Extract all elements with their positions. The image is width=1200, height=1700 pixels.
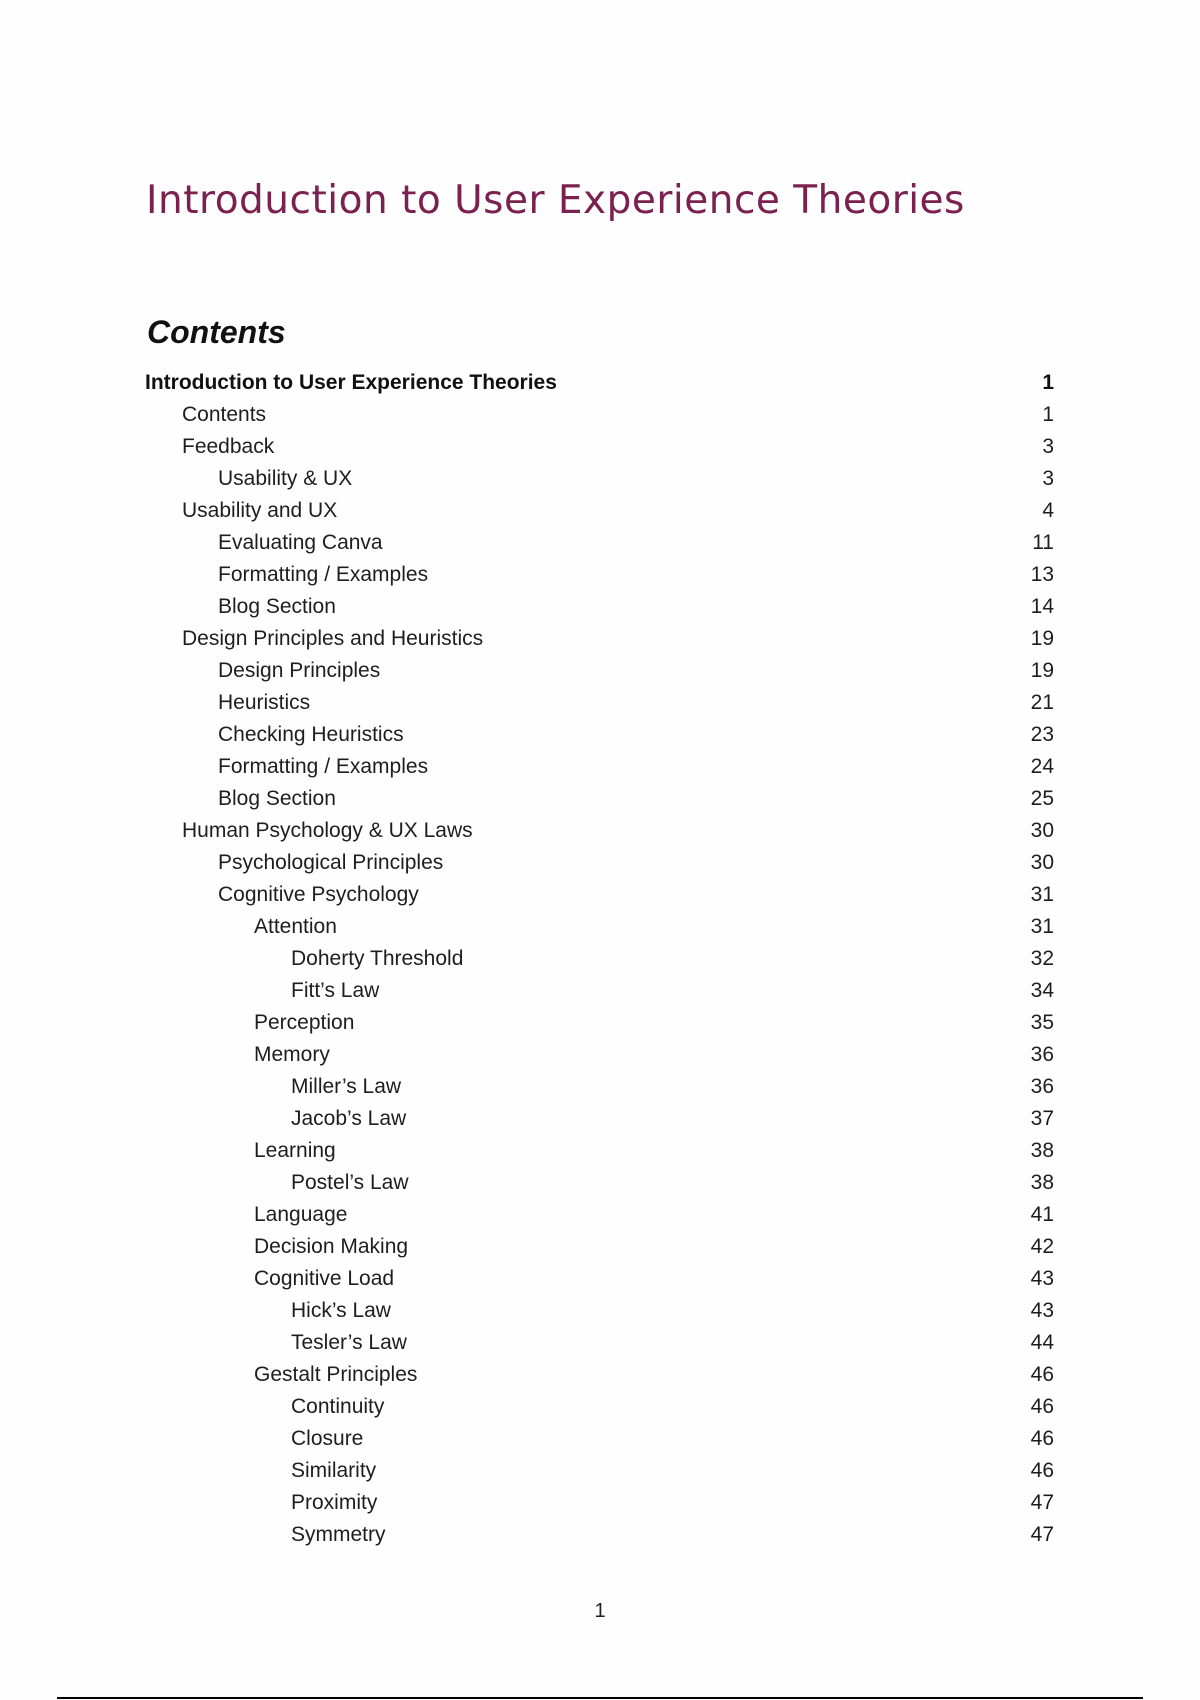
toc-entry[interactable] xyxy=(0,1135,1200,1167)
toc-entry-title[interactable]: Doherty Threshold xyxy=(291,947,464,970)
toc-entry-page-number[interactable]: 3 xyxy=(1042,435,1054,458)
page-bottom-rule xyxy=(57,1697,1143,1699)
toc-entry-page-number[interactable]: 43 xyxy=(1030,1299,1054,1322)
toc-entry-page-number[interactable]: 42 xyxy=(1030,1235,1054,1258)
toc-entry-title[interactable]: Blog Section xyxy=(218,595,336,618)
toc-entry[interactable] xyxy=(0,1167,1200,1199)
toc-entry[interactable] xyxy=(0,687,1200,719)
toc-entry-page-number[interactable]: 21 xyxy=(1030,691,1054,714)
toc-entry[interactable] xyxy=(0,559,1200,591)
toc-entry[interactable] xyxy=(0,1295,1200,1327)
toc-entry-page-number[interactable]: 46 xyxy=(1030,1459,1054,1482)
toc-entry-title[interactable]: Formatting / Examples xyxy=(218,755,429,778)
toc-entry[interactable] xyxy=(0,431,1200,463)
toc-entry-title[interactable]: Learning xyxy=(254,1139,336,1162)
toc-entry-page-number[interactable]: 38 xyxy=(1030,1139,1054,1162)
toc-entry-page-number[interactable]: 35 xyxy=(1030,1011,1054,1034)
toc-entry-title[interactable]: Proximity xyxy=(291,1491,378,1514)
toc-entry-title[interactable]: Cognitive Load xyxy=(254,1267,395,1290)
toc-entry-page-number[interactable]: 3 xyxy=(1042,467,1054,490)
toc-entry[interactable] xyxy=(0,1039,1200,1071)
toc-entry[interactable] xyxy=(0,1455,1200,1487)
toc-entry-title[interactable]: Jacob’s Law xyxy=(291,1107,407,1130)
toc-entry-page-number[interactable]: 25 xyxy=(1030,787,1054,810)
toc-entry[interactable] xyxy=(0,1327,1200,1359)
toc-entry-title[interactable]: Feedback xyxy=(182,435,275,458)
toc-entry-title[interactable]: Hick’s Law xyxy=(291,1299,391,1322)
toc-entry-title[interactable]: Blog Section xyxy=(218,787,336,810)
toc-entry-page-number[interactable]: 30 xyxy=(1030,851,1054,874)
toc-entry-page-number[interactable]: 47 xyxy=(1030,1491,1054,1514)
toc-entry-title[interactable]: Usability and UX xyxy=(182,499,338,522)
toc-entry-page-number[interactable]: 13 xyxy=(1030,563,1054,586)
toc-entry-page-number[interactable]: 30 xyxy=(1030,819,1054,842)
toc-entry[interactable] xyxy=(0,367,1200,399)
toc-entry[interactable] xyxy=(0,1263,1200,1295)
toc-entry-title[interactable]: Miller’s Law xyxy=(291,1075,402,1098)
toc-entry-page-number[interactable]: 47 xyxy=(1030,1523,1054,1546)
toc-entry-page-number[interactable]: 41 xyxy=(1030,1203,1054,1226)
toc-entry[interactable] xyxy=(0,1103,1200,1135)
toc-entry-page-number[interactable]: 4 xyxy=(1042,499,1054,522)
toc-entry[interactable] xyxy=(0,527,1200,559)
toc-entry-page-number[interactable]: 23 xyxy=(1030,723,1054,746)
toc-entry-title[interactable]: Evaluating Canva xyxy=(218,531,383,554)
toc-entry[interactable] xyxy=(0,943,1200,975)
toc-entry[interactable] xyxy=(0,1487,1200,1519)
toc-entry[interactable] xyxy=(0,1359,1200,1391)
toc-entry-page-number[interactable]: 46 xyxy=(1030,1363,1054,1386)
toc-entry-title[interactable]: Heuristics xyxy=(218,691,311,714)
toc-entry-title[interactable]: Decision Making xyxy=(254,1235,409,1258)
toc-entry[interactable] xyxy=(0,815,1200,847)
toc-entry-title[interactable]: Introduction to User Experience Theories xyxy=(145,371,557,394)
toc-entry-page-number[interactable]: 31 xyxy=(1030,915,1054,938)
toc-entry[interactable] xyxy=(0,847,1200,879)
toc-entry-page-number[interactable]: 44 xyxy=(1030,1331,1054,1354)
toc-entry-page-number[interactable]: 32 xyxy=(1030,947,1054,970)
toc-entry-page-number[interactable]: 24 xyxy=(1030,755,1054,778)
toc-entry[interactable] xyxy=(0,1199,1200,1231)
toc-entry[interactable] xyxy=(0,399,1200,431)
toc-entry[interactable] xyxy=(0,1519,1200,1551)
toc-entry[interactable] xyxy=(0,463,1200,495)
toc-entry-title[interactable]: Checking Heuristics xyxy=(218,723,404,746)
page-number: 1 xyxy=(594,1600,606,1622)
toc-entry-page-number[interactable]: 11 xyxy=(1032,531,1054,554)
toc-entry-page-number[interactable]: 14 xyxy=(1030,595,1054,618)
toc-entry[interactable] xyxy=(0,751,1200,783)
toc-entry[interactable] xyxy=(0,1071,1200,1103)
toc-entry-title[interactable]: Postel’s Law xyxy=(291,1171,409,1194)
toc-entry-page-number[interactable]: 19 xyxy=(1030,659,1054,682)
toc-entry[interactable] xyxy=(0,911,1200,943)
toc-entry-title[interactable]: Cognitive Psychology xyxy=(218,883,419,906)
toc-entry[interactable] xyxy=(0,1391,1200,1423)
toc-entry-title[interactable]: Formatting / Examples xyxy=(218,563,429,586)
toc-entry[interactable] xyxy=(0,623,1200,655)
toc-entry-title[interactable]: Closure xyxy=(291,1427,364,1450)
toc-entry-title[interactable]: Attention xyxy=(254,915,337,938)
toc-entry-title[interactable]: Language xyxy=(254,1203,348,1226)
toc-entry-title[interactable]: Design Principles xyxy=(218,659,381,682)
toc-entry[interactable] xyxy=(0,1423,1200,1455)
toc-entry-page-number[interactable]: 1 xyxy=(1042,403,1054,426)
toc-entry[interactable] xyxy=(0,719,1200,751)
toc-entry[interactable] xyxy=(0,495,1200,527)
toc-entry-title[interactable]: Memory xyxy=(254,1043,330,1066)
document-title: Introduction to User Experience Theories xyxy=(146,178,965,223)
toc-entry-title[interactable]: Usability & UX xyxy=(218,467,353,490)
toc-entry-title[interactable]: Similarity xyxy=(291,1459,377,1482)
toc-entry-title[interactable]: Perception xyxy=(254,1011,355,1034)
toc-entry-title[interactable]: Fitt’s Law xyxy=(291,979,380,1002)
toc-entry[interactable] xyxy=(0,783,1200,815)
toc-entry-title[interactable]: Psychological Principles xyxy=(218,851,444,874)
contents-heading: Contents xyxy=(147,314,286,350)
toc-entry[interactable] xyxy=(0,1007,1200,1039)
toc-entry[interactable] xyxy=(0,879,1200,911)
toc-entry-page-number[interactable]: 43 xyxy=(1030,1267,1054,1290)
toc-entry-page-number[interactable]: 36 xyxy=(1030,1043,1054,1066)
toc-entry[interactable] xyxy=(0,591,1200,623)
toc-entry[interactable] xyxy=(0,1231,1200,1263)
toc-entry-page-number[interactable]: 37 xyxy=(1030,1107,1054,1130)
toc-entry-title[interactable]: Contents xyxy=(182,403,267,426)
toc-entry-page-number[interactable]: 36 xyxy=(1030,1075,1054,1098)
toc-entry[interactable] xyxy=(0,975,1200,1007)
toc-entry-page-number[interactable]: 1 xyxy=(1042,371,1054,394)
toc-entry-title[interactable]: Continuity xyxy=(291,1395,385,1418)
toc-entry-title[interactable]: Design Principles and Heuristics xyxy=(182,627,484,650)
toc-entry-page-number[interactable]: 46 xyxy=(1030,1427,1054,1450)
toc-entry-page-number[interactable]: 31 xyxy=(1030,883,1054,906)
toc-entry-title[interactable]: Human Psychology & UX Laws xyxy=(182,819,473,842)
toc-entry-title[interactable]: Gestalt Principles xyxy=(254,1363,418,1386)
toc-entry[interactable] xyxy=(0,655,1200,687)
toc-entry-page-number[interactable]: 46 xyxy=(1030,1395,1054,1418)
table-of-contents xyxy=(0,367,1200,1551)
toc-entry-title[interactable]: Tesler’s Law xyxy=(291,1331,407,1354)
toc-entry-page-number[interactable]: 19 xyxy=(1030,627,1054,650)
toc-entry-page-number[interactable]: 34 xyxy=(1030,979,1054,1002)
toc-entry-title[interactable]: Symmetry xyxy=(291,1523,386,1546)
toc-entry-page-number[interactable]: 38 xyxy=(1030,1171,1054,1194)
